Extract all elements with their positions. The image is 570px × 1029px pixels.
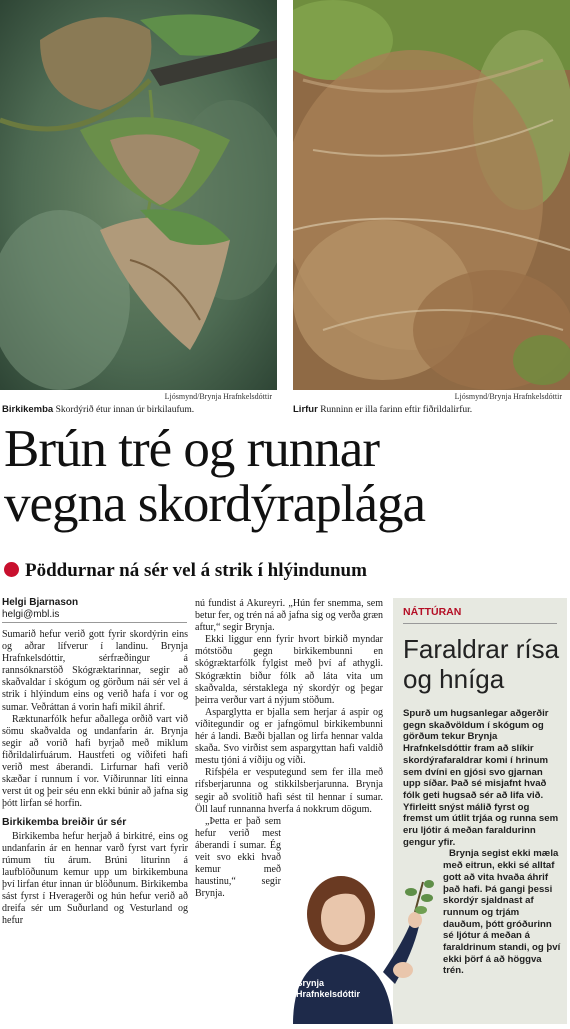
sidebar-title: Faraldrar rísa og hníga: [403, 634, 560, 694]
paragraph: Ekki liggur enn fyrir hvort birkið myndar mótstöðu gegn birkikembunni en skógræktarfólk fylgist með því af athygli. Skógræktin biður fólk að láta vita um skaðvalda, sérstaklega ný skordýr og þegar þeirra verður vart á nýjum stöðum.: [195, 634, 383, 706]
headline-line-1: Brún tré og runnar: [4, 420, 379, 478]
sidebar-paragraph: Spurð um hugsanlegar aðgerðir gegn skaðvöldum í skógum og görðum tekur Brynja Hrafnkelsdóttir fram að slíkir skordýrafaraldrar komi í hrinum sem dvíni en gjósi svo gjarnan upp síðar. Það sé misjafnt hvað fólk geti hugsað sér að lifa við. Yfirleitt snýst málið fyrst og fremst um útlit trjáa og runna sem eru ljótir á meðan faraldurinn gengur yfir.: [403, 708, 559, 848]
section-heading: Birkikemba breiðir úr sér: [2, 816, 127, 829]
paragraph: Ræktunarfólk hefur aðallega orðið vart við sömu skaðvalda og undanfarin ár. Brynja segir að vorið hafi byrjað með miklum fiðrildalirfuárum. Haustfeti og víðifeti hafi verið mest áberandi. Lirfurnar hafi verið skæðar í runnum í vor. Víðirunnar líti einna verst út og þeir séu enn ekki búnir að jafna sig þótt lirfan sé horfin.: [2, 713, 188, 810]
author-email[interactable]: helgi@mbl.is: [2, 609, 60, 620]
subheadline-text: Pöddurnar ná sér vel á strik í hlýindunum: [25, 560, 367, 581]
author-name: Helgi Bjarnason: [2, 597, 79, 608]
bullet-dot-icon: [4, 562, 19, 577]
left-photo-credit: Ljósmynd/Brynja Hrafnkelsdóttir: [164, 392, 272, 401]
shrub-larvae-photo: [293, 0, 570, 390]
paragraph: Rifsþéla er vesputegund sem fer illa með rifsberjarunna og stikkilsberjarunna. Brynja segir að svolítið hafi sést til hennar í sumar. Öll lauf runnanna hverfa á nokkrum dögum.: [195, 767, 383, 815]
left-caption-text: Skordýrið étur innan úr birkilaufum.: [55, 405, 195, 415]
sidebar-divider: [403, 623, 557, 624]
headline-line-2: vegna skordýraplága: [4, 475, 426, 533]
birch-leaf-photo: [0, 0, 277, 390]
left-caption-label: Birkikemba: [2, 404, 54, 415]
left-photo-caption: [2, 404, 277, 416]
byline-divider: [2, 622, 187, 623]
paragraph: nú fundist á Akureyri. „Hún fer snemma, sem betur fer, og trén ná að jafna sig og verða græn aftur,“ segir Brynja.: [195, 598, 383, 634]
article-column-2: [195, 598, 383, 900]
portrait-caption-line-1: Brynja: [296, 978, 325, 988]
paragraph: „Þetta er það sem hefur verið mest áberandi í sumar. Ég veit svo ekki hvað kemur með haustinu,“ segir Brynja.: [195, 815, 281, 900]
right-photo-credit: Ljósmynd/Brynja Hrafnkelsdóttir: [454, 392, 562, 401]
right-photo-caption: [293, 404, 570, 416]
headline: [4, 422, 564, 532]
subheadline: [4, 560, 367, 582]
paragraph: Asparglytta er bjalla sem herjar á aspir og víðitegundir og er jafngömul birkikembunni hér á landi. Bæði bjallan og lirfa hennar valda skaða. Svo virðist sem aspargyttan hafi valdið mestu tjóni á víðiju og víði.: [195, 706, 383, 767]
paragraph: Birkikemba hefur herjað á birkitré, eins og undanfarin ár en hennar varð fyrst vart fyrir rúmum tíu árum. Brúni liturinn á laufblöðunum kemur upp um birkikembuna því lirfan étur innan úr blöðunum. Birkikemba sást fyrst í Hveragerði og hún hefur verið að dreifa sér um Suðurland og Vesturland og hefur: [2, 830, 188, 927]
sidebar-tag: NÁTTÚRAN: [403, 606, 462, 618]
right-caption-text: Runninn er illa farinn eftir fiðrildalirfur.: [320, 405, 473, 415]
sidebar-paragraph: Brynja segist ekki mæla með eitrun, ekki sé alltaf gott að vita hvaða áhrif það hafi. Þá gangi þessi skordýr sjaldnast af runnum og trjám dauðum, þótt gróðurinn sé ljótur á meðan á faraldrinum standi, og því ekki þörf á að höggva trén.: [443, 848, 561, 977]
paragraph: Sumarið hefur verið gott fyrir skordýrin eins og aðrar lífverur í landinu. Brynja Hrafnkelsdóttir, sérfræðingur á rannsóknarstöð Skógræktarinnar, segir að skaðvaldar í skógum og görðum nái sér vel á strik í hlýindum eins og verið hafa í vor og sumar. Veðráttan á vorin hafi mikil áhrif.: [2, 629, 188, 713]
portrait-caption-line-2: Hrafnkelsdóttir: [296, 989, 361, 999]
right-caption-label: Lirfur: [293, 404, 318, 415]
article-column-1: [2, 629, 188, 927]
byline: [2, 597, 78, 621]
portrait-caption: [296, 978, 360, 1000]
